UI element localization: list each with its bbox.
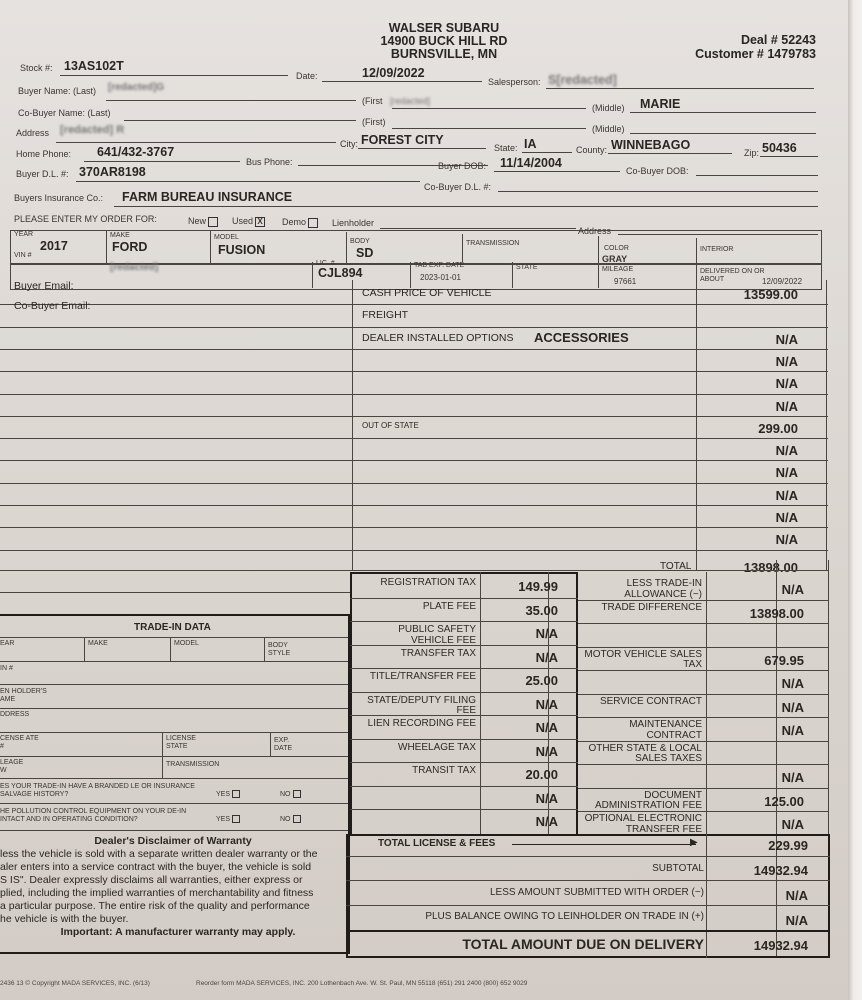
- pollution-no-checkbox[interactable]: [293, 815, 301, 823]
- buyer-middle-label: (Middle): [592, 103, 625, 113]
- right-line-label: OPTIONAL ELECTRONIC TRANSFER FEE: [584, 813, 702, 835]
- total-label: TOTAL: [660, 561, 692, 572]
- lic-label: LIC. #: [316, 260, 335, 267]
- cobuyer-email-label: Co-Buyer Email:: [14, 300, 91, 312]
- disclaimer-line: aler enters into a service contract with the buyer, the vehicle is sold: [0, 861, 312, 873]
- buyer-first-value: [redacted]: [390, 96, 431, 106]
- color-value: GRAY: [602, 254, 628, 264]
- used-label: Used: [232, 216, 254, 226]
- right-line-amount: 13898.00: [749, 605, 804, 621]
- demo-label: Demo: [282, 217, 307, 227]
- fee-amount: N/A: [535, 626, 558, 641]
- order-demo[interactable]: [282, 217, 318, 228]
- fee-amount: N/A: [535, 814, 558, 829]
- price-line-label: DEALER INSTALLED OPTIONS: [362, 331, 514, 344]
- warranty-disclaimer: [0, 835, 346, 939]
- city-label: City:: [340, 139, 358, 149]
- dealer-name: WALSER SUBARU: [388, 21, 500, 35]
- zip-label: Zip:: [744, 148, 760, 158]
- disclaimer-title: Dealer's Disclaimer of Warranty: [94, 835, 252, 847]
- branded-yes-checkbox[interactable]: [232, 790, 240, 798]
- color-label: COLOR: [604, 245, 629, 252]
- buyer-first-label: (First: [362, 96, 383, 106]
- model-value: FUSION: [218, 243, 266, 257]
- dealer-address: 14900 BUCK HILL RD: [380, 34, 508, 48]
- customer-number: Customer # 1479783: [695, 47, 816, 61]
- delivered-value: 12/09/2022: [762, 277, 803, 286]
- total-amount: 13898.00: [743, 560, 798, 575]
- buyer-email-label: Buyer Email:: [14, 280, 74, 292]
- right-line-label: OTHER STATE & LOCAL SALES TAXES: [588, 742, 702, 764]
- trade-transmission-label: TRANSMISSION: [166, 761, 220, 768]
- subtotal-label: SUBTOTAL: [652, 863, 704, 874]
- price-line-amount: 13599.00: [743, 287, 798, 302]
- buyer-middle-value: MARIE: [640, 97, 681, 111]
- price-line-row: [0, 304, 828, 326]
- pollution-question: HE POLLUTION CONTROL EQUIPMENT ON YOUR DE-IN INTACT AND IN OPERATING CONDITION?: [0, 808, 187, 823]
- cobuyer-dl-label: Co-Buyer D.L. #:: [424, 182, 492, 192]
- fee-label: PLATE FEE: [422, 600, 476, 612]
- trade-mileage-label: LEAGE W: [0, 759, 24, 774]
- yes-label: YES: [216, 815, 231, 823]
- arrow-right-icon: ▶: [690, 837, 698, 848]
- fee-amount: N/A: [535, 649, 558, 665]
- insurance-label: Buyers Insurance Co.:: [14, 193, 104, 203]
- order-used[interactable]: [232, 216, 265, 227]
- interior-label: INTERIOR: [700, 246, 734, 253]
- cobuyer-middle-label: (Middle): [592, 124, 625, 134]
- right-line-amount: N/A: [781, 817, 804, 832]
- salesperson-value: S[redacted]: [548, 73, 617, 87]
- price-line-amount: N/A: [775, 510, 798, 525]
- total-due-label: TOTAL AMOUNT DUE ON DELIVERY: [462, 936, 704, 952]
- fee-amount: N/A: [535, 720, 558, 735]
- cobuyer-name-label: Co-Buyer Name: (Last): [18, 108, 111, 118]
- disclaimer-line: he vehicle is with the buyer.: [0, 913, 129, 925]
- branded-yes[interactable]: [216, 790, 240, 798]
- right-line-label: SERVICE CONTRACT: [599, 695, 702, 707]
- new-label: New: [188, 216, 207, 226]
- trade-model-label: MODEL: [174, 640, 199, 647]
- new-checkbox[interactable]: [208, 217, 218, 227]
- trade-exp-date-label: EXP. DATE: [274, 737, 293, 752]
- buyer-dl-value: 370AR8198: [79, 165, 146, 179]
- no-label: NO: [280, 815, 291, 823]
- branded-no[interactable]: [280, 790, 301, 798]
- right-line-amount: N/A: [781, 770, 804, 785]
- buyer-last-value: [redacted]G: [108, 82, 165, 93]
- fee-label: WHEELAGE TAX: [398, 741, 476, 753]
- paper-edge: [848, 0, 862, 1000]
- buyer-dob-label: Buyer DOB:: [438, 161, 487, 171]
- tab-exp-value: 2023-01-01: [420, 273, 461, 282]
- price-line-row: [0, 349, 828, 371]
- make-label: MAKE: [110, 232, 130, 239]
- disclaimer-important: Important: A manufacturer warranty may apply.: [60, 926, 296, 938]
- trade-body-style-label: BODY STYLE: [268, 642, 291, 657]
- price-line-label: OUT OF STATE: [362, 420, 419, 430]
- disclaimer-line: plied, including the implied warranties of merchantability and fitness: [0, 887, 314, 899]
- state-value: IA: [524, 137, 537, 151]
- order-label: PLEASE ENTER MY ORDER FOR:: [14, 214, 157, 224]
- no-label: NO: [280, 790, 291, 798]
- insurance-value: FARM BUREAU INSURANCE: [122, 190, 293, 204]
- fee-label: TRANSFER TAX: [400, 647, 476, 659]
- price-line-amount: N/A: [775, 398, 798, 414]
- fee-label: PUBLIC SAFETY VEHICLE FEE: [398, 624, 476, 646]
- price-line-detail: ACCESSORIES: [534, 329, 629, 345]
- price-line-label: FREIGHT: [362, 309, 409, 322]
- plus-balance-amount: N/A: [785, 913, 808, 928]
- mileage-label: MILEAGE: [602, 266, 634, 273]
- price-line-amount: N/A: [775, 532, 798, 548]
- make-value: FORD: [112, 240, 148, 254]
- zip-value: 50436: [762, 141, 797, 155]
- price-line-row: [0, 527, 828, 549]
- city-value: FOREST CITY: [361, 133, 444, 147]
- year-value: 2017: [40, 239, 68, 253]
- fee-label: TRANSIT TAX: [412, 765, 476, 776]
- right-line-label: DOCUMENT ADMINISTRATION FEE: [594, 789, 702, 811]
- less-submitted-amount: N/A: [785, 888, 808, 903]
- fee-amount: 35.00: [525, 602, 558, 618]
- home-phone-value: 641/432-3767: [97, 145, 175, 159]
- home-phone-label: Home Phone:: [16, 149, 72, 159]
- price-line-row: [0, 460, 828, 482]
- price-line-row: [0, 327, 828, 349]
- price-line-amount: N/A: [775, 353, 798, 369]
- price-line-label: CASH PRICE OF VEHICLE: [362, 287, 492, 299]
- state-col-label: STATE: [516, 264, 538, 271]
- disclaimer-line: S IS". Dealer expressly disclaims all warranties, either express or: [0, 874, 303, 886]
- dealer-city: BURNSVILLE, MN: [390, 47, 498, 61]
- order-new[interactable]: [188, 216, 218, 227]
- price-line-row: [0, 483, 828, 505]
- dealer-header: [344, 22, 544, 61]
- date-value: 12/09/2022: [362, 66, 425, 80]
- address-label: Address: [16, 128, 50, 138]
- tab-exp-label: TAB EXP. DATE: [414, 262, 465, 269]
- county-label: County:: [576, 145, 608, 155]
- footer-copyright: 2436 13 © Copyright MADA SERVICES, INC. (6/13): [0, 980, 150, 987]
- lic-value: CJL894: [318, 266, 363, 280]
- cobuyer-dob-label: Co-Buyer DOB:: [626, 166, 689, 176]
- pollution-yes[interactable]: [216, 815, 240, 823]
- lien-address-label: Address: [578, 226, 612, 236]
- fee-label: LIEN RECORDING FEE: [367, 718, 476, 729]
- trade-address-label: DDRESS: [0, 711, 30, 718]
- trade-lienholder-label: EN HOLDER'S AME: [0, 688, 47, 703]
- price-line-amount: 299.00: [758, 420, 798, 436]
- price-line-amount: N/A: [775, 376, 798, 392]
- right-line-label: MOTOR VEHICLE SALES TAX: [584, 648, 702, 670]
- footer-reorder: Reorder form MADA SERVICES, INC. 200 Lothenbach Ave. W. St. Paul, MN 55118 (651) 291 2400 (800) 652 9029: [196, 980, 528, 987]
- price-line-row: [0, 371, 828, 393]
- arrow-line: [512, 844, 696, 845]
- pollution-no[interactable]: [280, 815, 301, 823]
- subtotal-amount: 14932.94: [753, 863, 808, 878]
- total-license-fees-label: TOTAL LICENSE & FEES: [378, 838, 496, 849]
- buyer-dl-label: Buyer D.L. #:: [16, 169, 69, 179]
- trade-license-plate-label: CENSE ATE #: [0, 735, 39, 750]
- deal-info: [640, 33, 816, 61]
- trade-license-state-label: LICENSE STATE: [166, 735, 196, 750]
- trade-vin-label: IN #: [0, 665, 13, 672]
- disclaimer-line: a particular purpose. The entire risk of the quality and performance: [0, 900, 310, 912]
- price-line-amount: N/A: [775, 487, 798, 503]
- vin-value: [redacted]: [110, 262, 159, 273]
- price-line-row: [0, 416, 828, 438]
- salesperson-label: Salesperson:: [488, 77, 541, 87]
- demo-checkbox[interactable]: [308, 218, 318, 228]
- right-line-amount: N/A: [781, 676, 804, 691]
- fee-label: REGISTRATION TAX: [380, 577, 476, 588]
- right-line-amount: N/A: [781, 582, 804, 597]
- county-value: WINNEBAGO: [611, 138, 691, 152]
- fee-amount: 20.00: [525, 767, 558, 782]
- fee-amount: N/A: [535, 743, 558, 759]
- state-label: State:: [494, 143, 518, 153]
- branded-question: ES YOUR TRADE-IN HAVE A BRANDED LE OR INSURANCE SALVAGE HISTORY?: [0, 783, 195, 798]
- price-line-amount: N/A: [775, 331, 798, 347]
- fee-amount: 25.00: [525, 673, 558, 688]
- right-line-amount: 125.00: [764, 793, 804, 809]
- buyer-name-label: Buyer Name: (Last): [18, 86, 97, 96]
- date-label: Date:: [296, 71, 318, 81]
- lienholder-label: Lienholder: [332, 218, 375, 228]
- less-submitted-label: LESS AMOUNT SUBMITTED WITH ORDER (−): [490, 887, 704, 898]
- fee-label: TITLE/TRANSFER FEE: [369, 671, 476, 682]
- right-line-label: TRADE DIFFERENCE: [601, 601, 702, 613]
- body-value: SD: [356, 246, 374, 260]
- address-value: [redacted] R: [60, 124, 125, 136]
- trade-year-label: EAR: [0, 640, 15, 647]
- stock-value: 13AS102T: [64, 59, 124, 73]
- yes-label: YES: [216, 790, 231, 798]
- right-line-label: LESS TRADE-IN ALLOWANCE (−): [624, 578, 702, 600]
- transmission-label: TRANSMISSION: [466, 240, 520, 247]
- fee-amount: N/A: [535, 696, 558, 712]
- price-line-row: [0, 394, 828, 416]
- blank-left: [0, 570, 350, 614]
- year-label: YEAR: [14, 231, 34, 238]
- stock-label: Stock #:: [20, 63, 53, 73]
- price-line-amount: N/A: [775, 465, 798, 481]
- used-checkbox[interactable]: X: [255, 217, 265, 227]
- plus-balance-label: PLUS BALANCE OWING TO LEINHOLDER ON TRADE IN (+): [425, 911, 704, 922]
- price-line-amount: N/A: [775, 443, 798, 459]
- right-line-label: MAINTENANCE CONTRACT: [629, 719, 702, 741]
- buyer-dob-value: 11/14/2004: [500, 156, 562, 170]
- cobuyer-first-label: (First): [362, 117, 386, 127]
- bus-phone-label: Bus Phone:: [246, 157, 293, 167]
- delivered-label: DELIVERED ON OR ABOUT: [700, 268, 765, 283]
- fee-amount: 149.99: [518, 579, 558, 594]
- fee-label: STATE/DEPUTY FILING FEE: [367, 694, 476, 716]
- pollution-yes-checkbox[interactable]: [232, 815, 240, 823]
- total-due-amount: 14932.94: [753, 938, 808, 953]
- mileage-value: 97661: [614, 277, 637, 286]
- right-line-amount: N/A: [781, 699, 804, 715]
- trade-make-label: MAKE: [88, 640, 108, 647]
- price-line-row: [0, 505, 828, 527]
- vin-label: VIN #: [14, 252, 32, 259]
- model-label: MODEL: [214, 234, 239, 241]
- price-line-row: [0, 282, 828, 304]
- deal-number: Deal # 52243: [740, 33, 816, 47]
- price-line-row: [0, 438, 828, 460]
- total-license-fees-amount: 229.99: [768, 838, 808, 853]
- right-line-amount: N/A: [781, 723, 804, 738]
- disclaimer-line: less the vehicle is sold with a separate written dealer warranty or the: [0, 848, 318, 860]
- trade-in-title: TRADE-IN DATA: [134, 622, 211, 633]
- body-label: BODY: [350, 238, 370, 245]
- right-line-amount: 679.95: [764, 652, 804, 668]
- fee-amount: N/A: [535, 790, 558, 806]
- branded-no-checkbox[interactable]: [293, 790, 301, 798]
